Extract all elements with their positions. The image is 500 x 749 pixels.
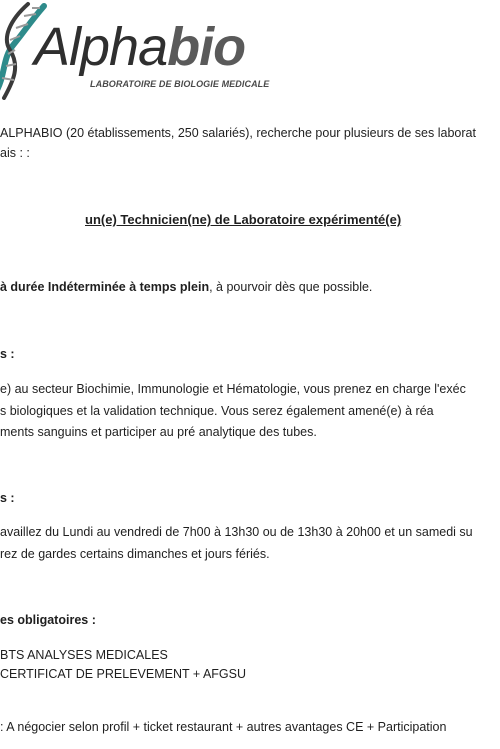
contract-line [0,279,372,295]
horaires-line-1: availlez du Lundi au vendredi de 7h00 à 13h30 ou de 13h30 à 20h00 et un samedi su [0,525,473,539]
missions-heading: s : [0,347,15,361]
contract-type: à durée Indéterminée à temps plein [0,280,210,294]
horaires-line-2: rez de gardes certains dimanches et jours fériés. [0,547,270,561]
alphabio-logo [0,0,270,100]
job-title: un(e) Technicien(ne) de Laboratoire expérimenté(e) [85,212,402,227]
logo-name-bio: bio [167,17,246,77]
missions-line-3: ments sanguins et participer au pré analytique des tubes. [0,425,317,439]
missions-line-2: s biologiques et la validation technique. Vous serez également amené(e) à réa [0,404,434,418]
intro-line-1: ALPHABIO (20 établissements, 250 salariés), recherche pour plusieurs de ses laborat [0,126,476,140]
salaire-line-1: : A négocier selon profil + ticket restaurant + autres avantages CE + Participation [0,720,447,734]
horaires-heading: s : [0,491,15,505]
diplomes-heading: es obligatoires : [0,613,96,627]
diplome-item-2: CERTIFICAT DE PRELEVEMENT + AFGSU [0,667,247,681]
intro-line-2: ais : : [0,146,30,160]
missions-line-1: e) au secteur Biochimie, Immunologie et Hématologie, vous prenez en charge l'exéc [0,382,466,396]
diplome-item-1: BTS ANALYSES MEDICALES [0,648,168,662]
logo-name-alpha: Alpha [34,17,168,77]
logo-tagline: LABORATOIRE DE BIOLOGIE MEDICALE [90,79,270,89]
contract-availability: , à pourvoir dès que possible. [209,280,373,294]
logo-wordmark [34,17,246,77]
